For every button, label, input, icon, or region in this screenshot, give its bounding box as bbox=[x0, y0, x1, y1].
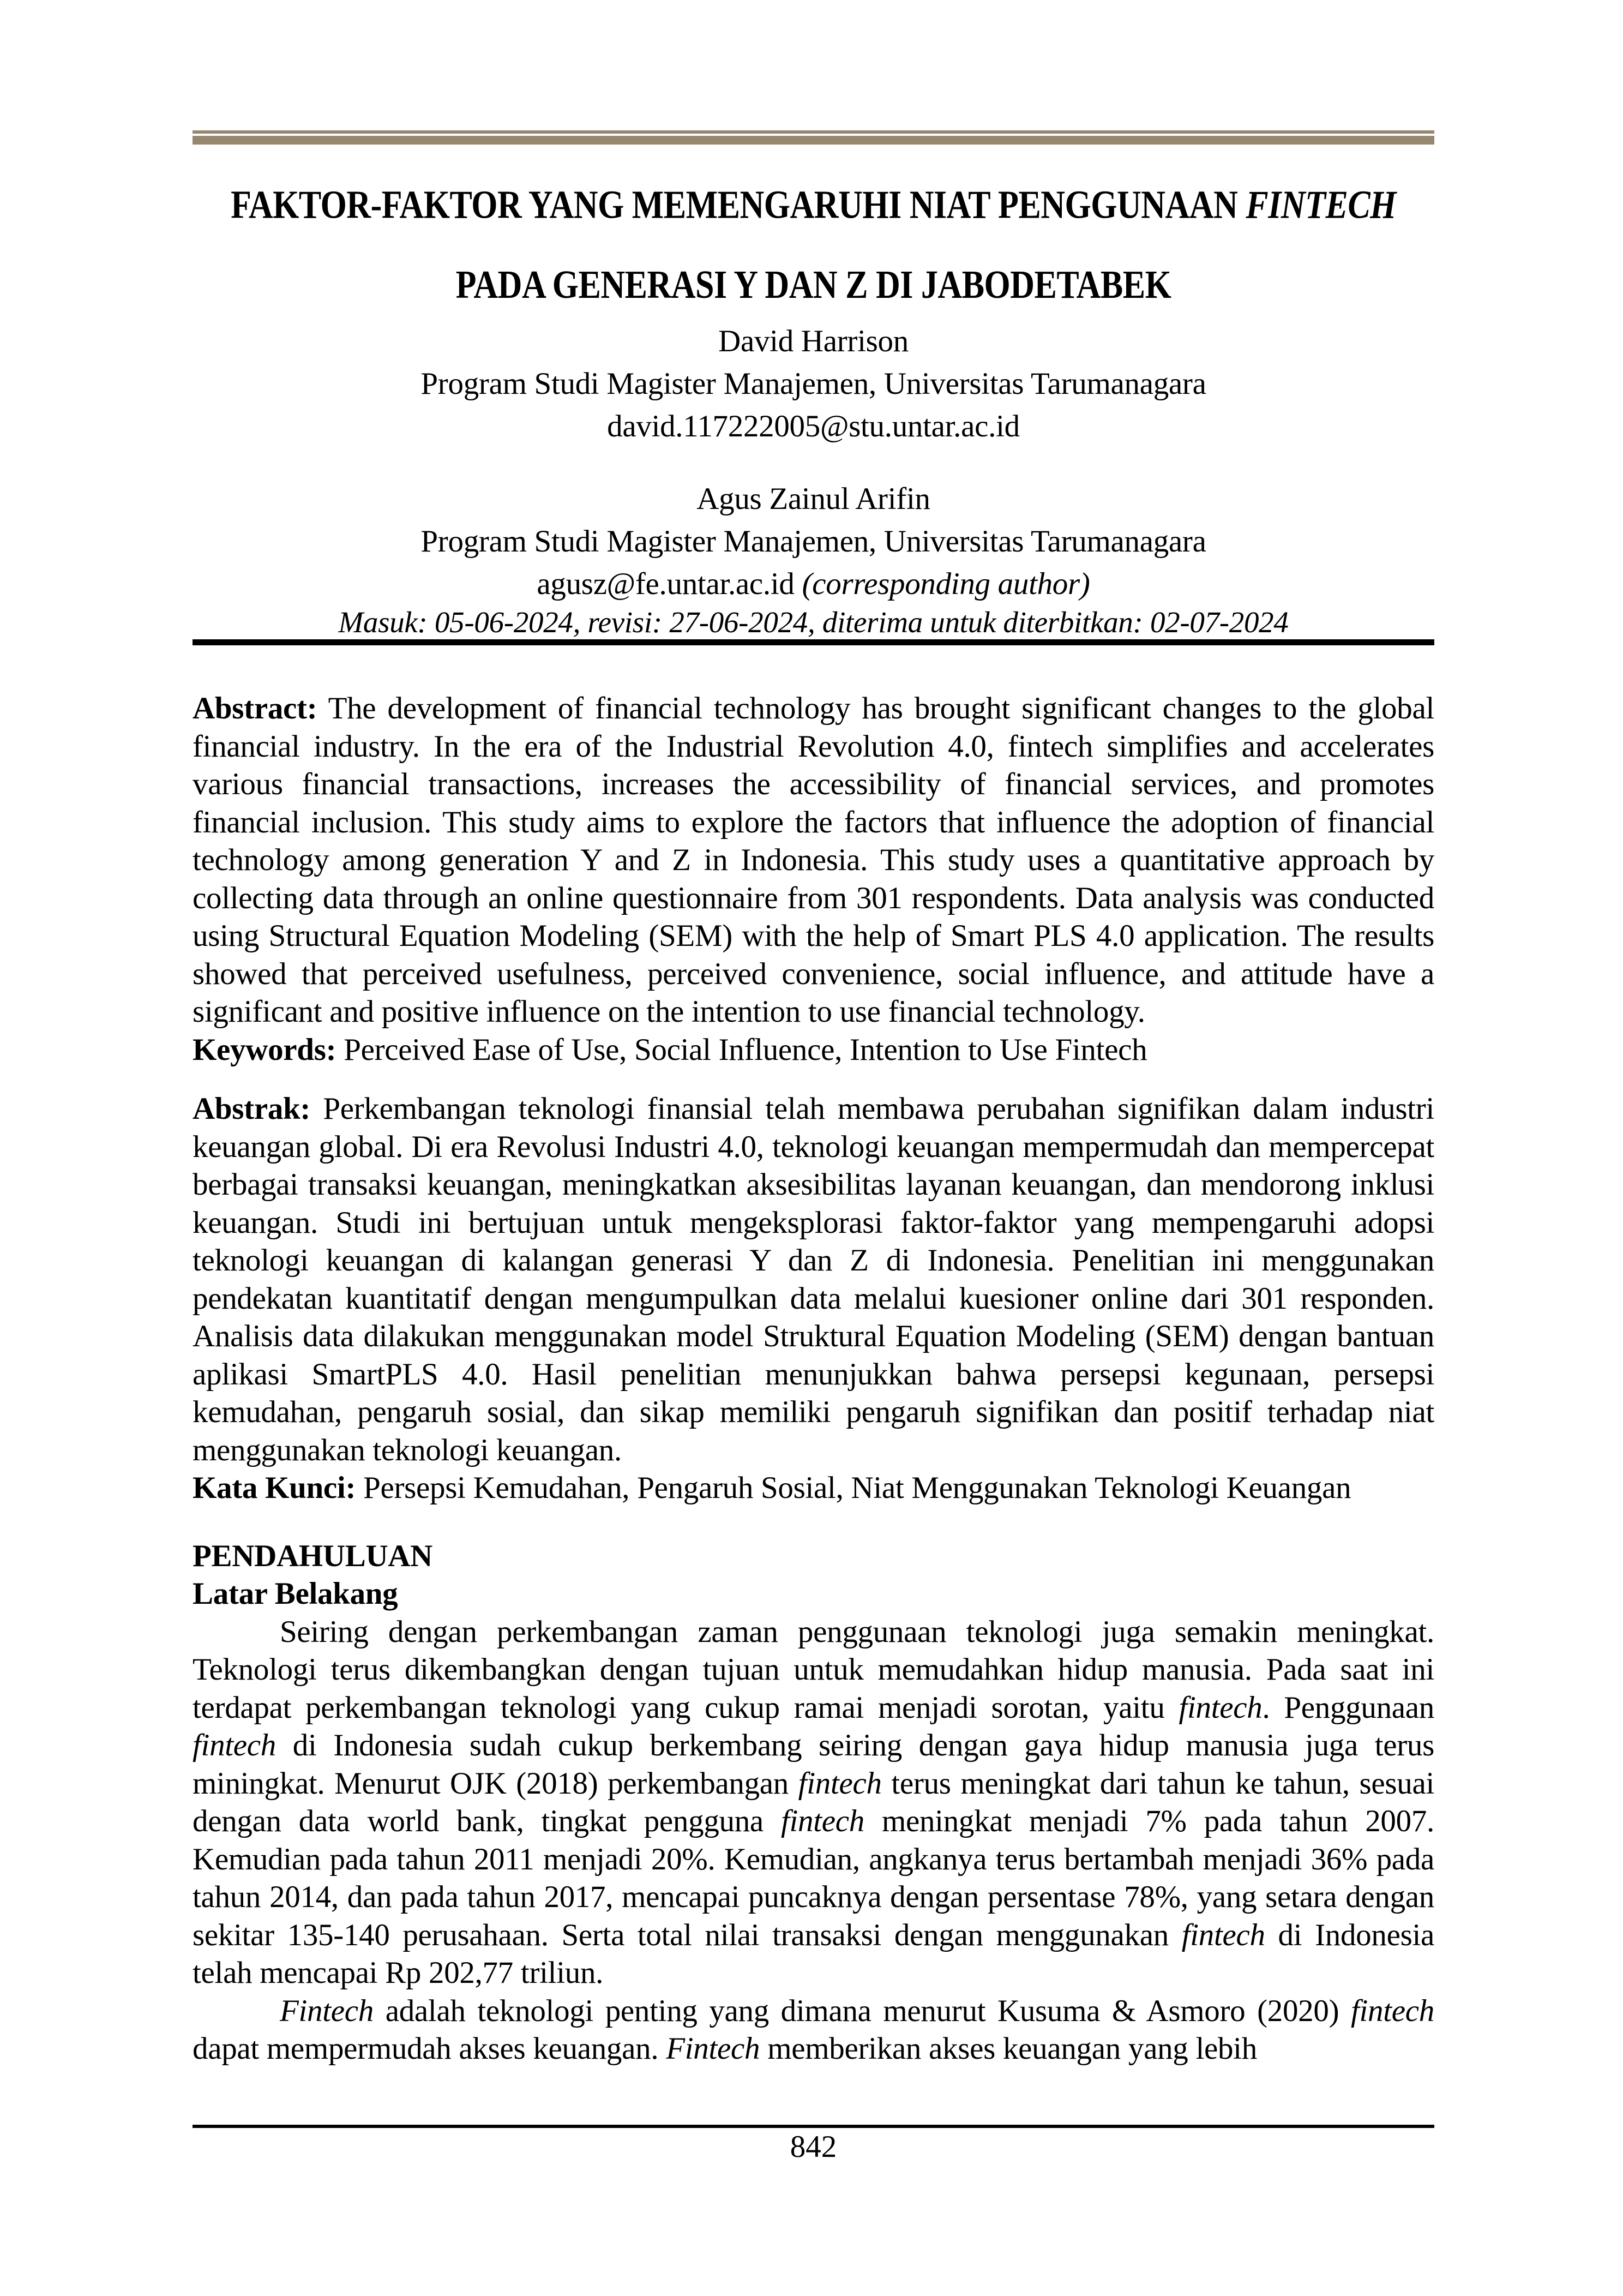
page-title bbox=[193, 165, 1434, 325]
page-number: 842 bbox=[790, 2129, 837, 2164]
abstract-separator-rule bbox=[193, 639, 1434, 645]
header-rule-thin bbox=[193, 130, 1434, 134]
subsection-heading-latar-belakang: Latar Belakang bbox=[193, 1576, 398, 1611]
header-rule-thick bbox=[193, 136, 1434, 145]
abstract-indonesian-block bbox=[193, 1090, 1434, 1507]
author-affiliation: Program Studi Magister Manajemen, Universitas Tarumanagara bbox=[420, 524, 1206, 559]
author-email: david.117222005@stu.untar.ac.id bbox=[607, 409, 1020, 443]
kata-kunci-line: Kata Kunci: Persepsi Kemudahan, Pengaruh Sosial, Niat Menggunakan Teknologi Keuangan bbox=[193, 1471, 1351, 1505]
body-paragraph-1: Seiring dengan perkembangan zaman penggunaan teknologi juga semakin meningkat. Teknologi terus dikembangkan dengan tujuan untuk memudahkan hidup manusia. Pada saat ini terdapat perkembangan teknologi yang cukup ramai menjadi sorotan, yaitu fintech. Penggunaan fintech di Indonesia sudah cukup berkembang seiring dengan gaya hidup manusia juga terus miningkat. Menurut OJK (2018) perkembangan fintech terus meningkat dari tahun ke tahun, sesuai dengan data world bank, tingkat pengguna fintech meningkat menjadi 7% pada tahun 2007. Kemudian pada tahun 2011 menjadi 20%. Kemudian, angkanya terus bertambah menjadi 36% pada tahun 2014, dan pada tahun 2017, mencapai puncaknya dengan persentase 78%, yang setara dengan sekitar 135-140 perusahaan. Serta total nilai transaksi dengan menggunakan fintech di Indonesia telah mencapai Rp 202,77 triliun. bbox=[193, 1614, 1434, 1990]
author-block-1 bbox=[193, 320, 1434, 448]
abstract-english-block bbox=[193, 690, 1434, 1069]
page-content bbox=[193, 0, 1434, 2166]
abstract-indonesian: Abstrak: Perkembangan teknologi finansial telah membawa perubahan signifikan dalam industri keuangan global. Di era Revolusi Industri 4.0, teknologi keuangan mempermudah dan mempercepat berbagai transaksi keuangan, meningkatkan aksesibilitas layanan keuangan, dan mendorong inklusi keuangan. Studi ini bertujuan untuk mengeksplorasi faktor-faktor yang mempengaruhi adopsi teknologi keuangan di kalangan generasi Y dan Z di Indonesia. Penelitian ini menggunakan pendekatan kuantitatif dengan mengumpulkan data melalui kuesioner online dari 301 responden. Analisis data dilakukan menggunakan model Struktural Equation Modeling (SEM) dengan bantuan aplikasi SmartPLS 4.0. Hasil penelitian menunjukkan bahwa persepsi kegunaan, persepsi kemudahan, pengaruh sosial, dan sikap memiliki pengaruh signifikan dan positif terhadap niat menggunakan teknologi keuangan. bbox=[193, 1092, 1434, 1467]
author-name: Agus Zainul Arifin bbox=[696, 482, 930, 516]
body-paragraph-2: Fintech adalah teknologi penting yang dimana menurut Kusuma & Asmoro (2020) fintech dapat mempermudah akses keuangan. Fintech memberikan akses keuangan yang lebih bbox=[193, 1993, 1434, 2066]
page-title-line-1: FAKTOR-FAKTOR YANG MEMENGARUHI NIAT PENGGUNAAN FINTECH bbox=[231, 183, 1396, 227]
author-block-2 bbox=[193, 478, 1434, 606]
keywords-line: Keywords: Perceived Ease of Use, Social Influence, Intention to Use Fintech bbox=[193, 1032, 1147, 1067]
section-heading-pendahuluan: PENDAHULUAN bbox=[193, 1538, 433, 1573]
author-name: David Harrison bbox=[718, 324, 909, 358]
author-affiliation: Program Studi Magister Manajemen, Universitas Tarumanagara bbox=[420, 367, 1206, 401]
section-headings bbox=[193, 1537, 1434, 1613]
page-title-line-2: PADA GENERASI Y DAN Z DI JABODETABEK bbox=[455, 263, 1171, 307]
abstract-english: Abstract: The development of financial technology has brought significant changes to the global financial industry. In the era of the Industrial Revolution 4.0, fintech simplifies and accelerates various financial transactions, increases the accessibility of financial services, and promotes financial inclusion. This study aims to explore the factors that influence the adoption of financial technology among generation Y and Z in Indonesia. This study uses a quantitative approach by collecting data through an online questionnaire from 301 respondents. Data analysis was conducted using Structural Equation Modeling (SEM) with the help of Smart PLS 4.0 application. The results showed that perceived usefulness, perceived convenience, social influence, and attitude have a significant and positive influence on the intention to use financial technology. bbox=[193, 691, 1434, 1029]
author-email: agusz@fe.untar.ac.id (corresponding author) bbox=[537, 567, 1090, 601]
submission-dates: Masuk: 05-06-2024, revisi: 27-06-2024, diterima untuk diterbitkan: 02-07-2024 bbox=[338, 606, 1289, 639]
